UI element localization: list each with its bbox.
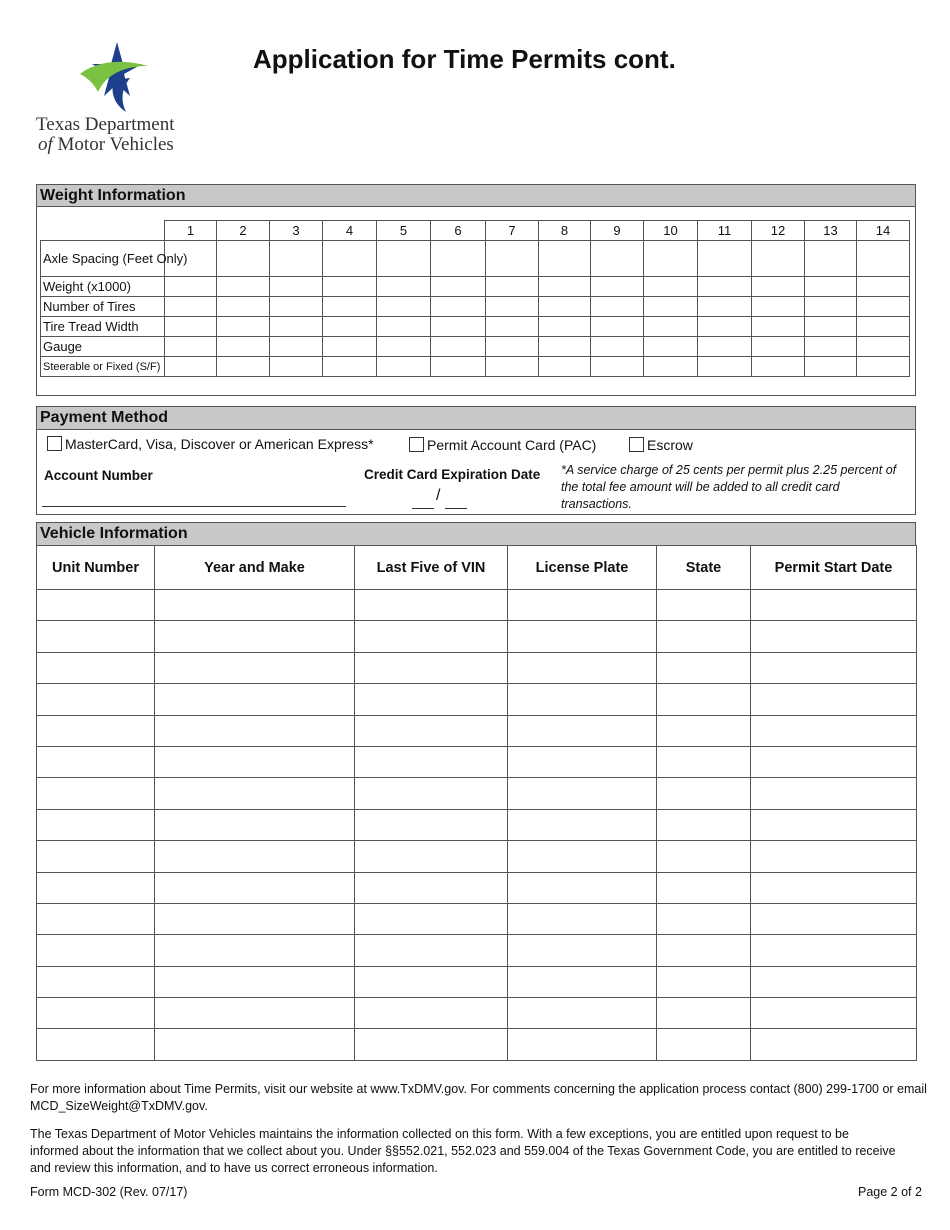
star-logo-icon (70, 40, 150, 116)
vehicle-cell[interactable] (751, 1029, 917, 1060)
weight-row (41, 277, 910, 297)
axle-number: 12 (752, 221, 805, 241)
vehicle-row (37, 1029, 917, 1060)
vehicle-cell[interactable] (508, 935, 657, 966)
weight-cell[interactable] (752, 357, 805, 377)
pac-option-label: Permit Account Card (PAC) (427, 437, 597, 453)
payment-option-pac[interactable] (409, 437, 596, 453)
vehicle-cell[interactable] (657, 809, 751, 840)
weight-cell[interactable] (165, 297, 217, 317)
vehicle-cell[interactable] (751, 715, 917, 746)
account-number-field[interactable] (42, 506, 346, 507)
vehicle-column-header: State (657, 546, 751, 590)
vehicle-cell[interactable] (508, 872, 657, 903)
vehicle-cell[interactable] (155, 872, 355, 903)
weight-row-label: Axle Spacing (Feet Only) (41, 241, 165, 277)
vehicle-cell[interactable] (657, 903, 751, 934)
vehicle-cell[interactable] (37, 935, 155, 966)
vehicle-cell[interactable] (37, 998, 155, 1029)
weight-cell[interactable] (752, 297, 805, 317)
page-title: Application for Time Permits cont. (253, 44, 676, 74)
axle-number: 2 (217, 221, 270, 241)
weight-cell[interactable] (539, 337, 591, 357)
weight-cell[interactable] (377, 317, 431, 337)
vehicle-cell[interactable] (37, 809, 155, 840)
vehicle-cell[interactable] (751, 590, 917, 621)
vehicle-cell[interactable] (37, 746, 155, 777)
weight-cell[interactable] (698, 277, 752, 297)
vehicle-cell[interactable] (508, 903, 657, 934)
vehicle-cell[interactable] (657, 966, 751, 997)
expiration-year-field[interactable] (445, 508, 467, 509)
weight-cell[interactable] (217, 357, 270, 377)
weight-cell[interactable] (752, 277, 805, 297)
weight-cell[interactable] (539, 317, 591, 337)
logo-line-2 (38, 134, 174, 156)
weight-cell[interactable] (217, 297, 270, 317)
weight-cell[interactable] (270, 277, 323, 297)
expiration-month-field[interactable] (412, 508, 434, 509)
axle-number: 9 (591, 221, 644, 241)
card-checkbox[interactable] (47, 436, 62, 451)
weight-cell[interactable] (431, 317, 486, 337)
vehicle-row (37, 998, 917, 1029)
page-number: Page 2 of 2 (858, 1185, 922, 1199)
weight-cell[interactable] (857, 337, 910, 357)
weight-cell[interactable] (539, 357, 591, 377)
vehicle-cell[interactable] (657, 590, 751, 621)
logo-line-1: Texas Department (36, 114, 175, 135)
payment-option-escrow[interactable] (629, 437, 693, 453)
vehicle-cell[interactable] (751, 621, 917, 652)
vehicle-cell[interactable] (657, 778, 751, 809)
weight-row-label: Tire Tread Width (41, 317, 165, 337)
vehicle-table (36, 545, 917, 1061)
escrow-checkbox[interactable] (629, 437, 644, 452)
weight-cell[interactable] (270, 297, 323, 317)
vehicle-cell[interactable] (155, 778, 355, 809)
vehicle-cell[interactable] (355, 966, 508, 997)
weight-cell[interactable] (431, 297, 486, 317)
weight-cell[interactable] (377, 241, 431, 277)
vehicle-cell[interactable] (657, 652, 751, 683)
weight-cell[interactable] (431, 241, 486, 277)
vehicle-cell[interactable] (508, 715, 657, 746)
vehicle-cell[interactable] (508, 1029, 657, 1060)
expiration-separator: / (436, 487, 441, 504)
weight-table (40, 220, 910, 377)
vehicle-cell[interactable] (751, 778, 917, 809)
weight-cell[interactable] (486, 357, 539, 377)
card-option-label: MasterCard, Visa, Discover or American Express* (65, 436, 374, 452)
weight-cell[interactable] (217, 277, 270, 297)
weight-cell[interactable] (805, 357, 857, 377)
weight-section-heading: Weight Information (36, 184, 916, 207)
axle-number: 11 (698, 221, 752, 241)
vehicle-cell[interactable] (657, 684, 751, 715)
weight-cell[interactable] (323, 297, 377, 317)
vehicle-cell[interactable] (37, 652, 155, 683)
vehicle-cell[interactable] (657, 935, 751, 966)
vehicle-cell[interactable] (508, 621, 657, 652)
weight-cell[interactable] (857, 277, 910, 297)
weight-cell[interactable] (805, 337, 857, 357)
vehicle-cell[interactable] (355, 652, 508, 683)
weight-cell[interactable] (486, 277, 539, 297)
axle-number: 1 (165, 221, 217, 241)
weight-cell[interactable] (752, 241, 805, 277)
vehicle-cell[interactable] (155, 841, 355, 872)
expiration-label: Credit Card Expiration Date (364, 467, 541, 482)
vehicle-cell[interactable] (155, 998, 355, 1029)
weight-cell[interactable] (486, 337, 539, 357)
vehicle-cell[interactable] (657, 746, 751, 777)
weight-cell[interactable] (805, 297, 857, 317)
vehicle-row (37, 590, 917, 621)
weight-cell[interactable] (591, 277, 644, 297)
vehicle-cell[interactable] (657, 621, 751, 652)
weight-cell[interactable] (698, 317, 752, 337)
vehicle-column-header: License Plate (508, 546, 657, 590)
vehicle-cell[interactable] (155, 935, 355, 966)
vehicle-cell[interactable] (155, 684, 355, 715)
weight-cell[interactable] (165, 317, 217, 337)
vehicle-row (37, 715, 917, 746)
vehicle-cell[interactable] (508, 841, 657, 872)
weight-cell[interactable] (323, 241, 377, 277)
vehicle-cell[interactable] (657, 872, 751, 903)
weight-cell[interactable] (377, 297, 431, 317)
service-charge-note: *A service charge of 25 cents per permit plus 2.25 percent of the total fee amount will be added to all credit card transactions. (561, 463, 897, 511)
weight-row-label: Number of Tires (41, 297, 165, 317)
vehicle-cell[interactable] (37, 872, 155, 903)
axle-number: 13 (805, 221, 857, 241)
vehicle-cell[interactable] (355, 590, 508, 621)
vehicle-cell[interactable] (355, 1029, 508, 1060)
vehicle-cell[interactable] (751, 935, 917, 966)
weight-cell[interactable] (217, 337, 270, 357)
vehicle-cell[interactable] (355, 715, 508, 746)
vehicle-cell[interactable] (657, 715, 751, 746)
axle-number: 4 (323, 221, 377, 241)
axle-number: 8 (539, 221, 591, 241)
weight-cell[interactable] (644, 297, 698, 317)
weight-cell[interactable] (270, 357, 323, 377)
account-number-label: Account Number (44, 468, 153, 483)
logo-of: of (38, 134, 53, 155)
weight-cell[interactable] (698, 241, 752, 277)
weight-cell[interactable] (805, 317, 857, 337)
weight-cell[interactable] (165, 337, 217, 357)
vehicle-cell[interactable] (355, 684, 508, 715)
vehicle-cell[interactable] (355, 746, 508, 777)
weight-cell[interactable] (644, 317, 698, 337)
weight-cell[interactable] (431, 277, 486, 297)
txdmv-logo (30, 36, 200, 156)
vehicle-cell[interactable] (508, 746, 657, 777)
weight-cell[interactable] (698, 357, 752, 377)
weight-cell[interactable] (323, 317, 377, 337)
vehicle-cell[interactable] (751, 966, 917, 997)
vehicle-cell[interactable] (155, 621, 355, 652)
vehicle-cell[interactable] (751, 652, 917, 683)
weight-cell[interactable] (591, 241, 644, 277)
vehicle-cell[interactable] (657, 1029, 751, 1060)
weight-cell[interactable] (165, 277, 217, 297)
weight-cell[interactable] (857, 317, 910, 337)
weight-cell[interactable] (857, 357, 910, 377)
vehicle-row (37, 809, 917, 840)
vehicle-cell[interactable] (37, 621, 155, 652)
weight-cell[interactable] (377, 357, 431, 377)
weight-cell[interactable] (486, 297, 539, 317)
vehicle-row (37, 621, 917, 652)
vehicle-row (37, 872, 917, 903)
vehicle-cell[interactable] (155, 966, 355, 997)
weight-cell[interactable] (857, 297, 910, 317)
axle-number: 10 (644, 221, 698, 241)
vehicle-cell[interactable] (37, 590, 155, 621)
weight-row (41, 337, 910, 357)
axle-number: 6 (431, 221, 486, 241)
vehicle-cell[interactable] (355, 841, 508, 872)
weight-cell[interactable] (323, 277, 377, 297)
weight-cell[interactable] (857, 241, 910, 277)
vehicle-cell[interactable] (155, 590, 355, 621)
weight-row (41, 317, 910, 337)
form-id: Form MCD-302 (Rev. 07/17) (30, 1185, 188, 1199)
vehicle-cell[interactable] (355, 998, 508, 1029)
vehicle-cell[interactable] (155, 715, 355, 746)
weight-cell[interactable] (539, 277, 591, 297)
weight-cell[interactable] (165, 357, 217, 377)
vehicle-cell[interactable] (751, 841, 917, 872)
weight-cell[interactable] (644, 241, 698, 277)
vehicle-row (37, 935, 917, 966)
weight-cell[interactable] (270, 337, 323, 357)
vehicle-row (37, 903, 917, 934)
vehicle-row (37, 746, 917, 777)
vehicle-cell[interactable] (508, 998, 657, 1029)
weight-cell[interactable] (217, 317, 270, 337)
weight-cell[interactable] (644, 277, 698, 297)
weight-cell[interactable] (591, 297, 644, 317)
vehicle-column-header: Year and Make (155, 546, 355, 590)
weight-cell[interactable] (323, 337, 377, 357)
axle-number: 5 (377, 221, 431, 241)
vehicle-cell[interactable] (508, 966, 657, 997)
weight-cell[interactable] (217, 241, 270, 277)
weight-cell[interactable] (377, 337, 431, 357)
weight-cell[interactable] (752, 317, 805, 337)
weight-row (41, 357, 910, 377)
weight-cell[interactable] (805, 241, 857, 277)
vehicle-row (37, 684, 917, 715)
weight-cell[interactable] (698, 297, 752, 317)
weight-cell[interactable] (323, 357, 377, 377)
vehicle-cell[interactable] (508, 652, 657, 683)
weight-cell[interactable] (431, 357, 486, 377)
weight-cell[interactable] (270, 241, 323, 277)
vehicle-cell[interactable] (508, 778, 657, 809)
weight-row-label: Steerable or Fixed (S/F) (41, 357, 165, 377)
vehicle-row (37, 652, 917, 683)
footer-info: For more information about Time Permits, visit our website at www.TxDMV.gov. For comments concerning the application process contact (800) 299-1700 or email MCD_SizeWeight@TxDMV.gov. (30, 1082, 927, 1113)
payment-option-card[interactable] (47, 436, 374, 452)
vehicle-cell[interactable] (355, 778, 508, 809)
axle-number-row (41, 221, 910, 241)
payment-section-heading: Payment Method (36, 406, 916, 430)
privacy-notice: The Texas Department of Motor Vehicles maintains the information collected on this form. With a few exceptions, you are entitled upon request to be informed about the information that we collect about you. Under §§552.021, 552.023 and 559.004 of the Texas Government Code, you are entitled to receive and review this information, and to have us correct erroneous information. (30, 1127, 896, 1175)
weight-cell[interactable] (752, 337, 805, 357)
weight-row (41, 241, 910, 277)
axle-number: 14 (857, 221, 910, 241)
weight-cell[interactable] (644, 357, 698, 377)
vehicle-section-heading: Vehicle Information (36, 522, 916, 546)
escrow-option-label: Escrow (647, 437, 693, 453)
vehicle-cell[interactable] (751, 746, 917, 777)
weight-row-label: Weight (x1000) (41, 277, 165, 297)
weight-cell[interactable] (539, 297, 591, 317)
vehicle-cell[interactable] (37, 778, 155, 809)
logo-line-2-text: Motor Vehicles (57, 134, 174, 155)
vehicle-cell[interactable] (155, 809, 355, 840)
weight-cell[interactable] (591, 357, 644, 377)
weight-cell[interactable] (698, 337, 752, 357)
weight-cell[interactable] (644, 337, 698, 357)
vehicle-cell[interactable] (751, 872, 917, 903)
axle-number: 7 (486, 221, 539, 241)
weight-cell[interactable] (805, 277, 857, 297)
vehicle-cell[interactable] (657, 998, 751, 1029)
vehicle-row (37, 778, 917, 809)
vehicle-cell[interactable] (37, 684, 155, 715)
vehicle-cell[interactable] (355, 935, 508, 966)
vehicle-cell[interactable] (355, 621, 508, 652)
vehicle-cell[interactable] (155, 652, 355, 683)
vehicle-column-header: Unit Number (37, 546, 155, 590)
axle-number: 3 (270, 221, 323, 241)
vehicle-cell[interactable] (355, 809, 508, 840)
weight-cell[interactable] (270, 317, 323, 337)
weight-row-label: Gauge (41, 337, 165, 357)
weight-cell[interactable] (377, 277, 431, 297)
vehicle-row (37, 966, 917, 997)
vehicle-cell[interactable] (37, 966, 155, 997)
vehicle-cell[interactable] (155, 903, 355, 934)
vehicle-cell[interactable] (751, 684, 917, 715)
weight-cell[interactable] (539, 241, 591, 277)
vehicle-cell[interactable] (751, 809, 917, 840)
vehicle-cell[interactable] (155, 746, 355, 777)
vehicle-cell[interactable] (751, 903, 917, 934)
vehicle-cell[interactable] (657, 841, 751, 872)
vehicle-cell[interactable] (508, 809, 657, 840)
vehicle-cell[interactable] (37, 841, 155, 872)
vehicle-row (37, 841, 917, 872)
weight-cell[interactable] (486, 317, 539, 337)
weight-cell[interactable] (591, 337, 644, 357)
pac-checkbox[interactable] (409, 437, 424, 452)
vehicle-cell[interactable] (508, 684, 657, 715)
axle-header-blank (41, 221, 165, 241)
vehicle-cell[interactable] (508, 590, 657, 621)
vehicle-cell[interactable] (37, 715, 155, 746)
vehicle-cell[interactable] (37, 903, 155, 934)
vehicle-cell[interactable] (751, 998, 917, 1029)
vehicle-cell[interactable] (155, 1029, 355, 1060)
weight-cell[interactable] (486, 241, 539, 277)
vehicle-column-header: Last Five of VIN (355, 546, 508, 590)
weight-row (41, 297, 910, 317)
weight-cell[interactable] (431, 337, 486, 357)
vehicle-column-header: Permit Start Date (751, 546, 917, 590)
weight-cell[interactable] (591, 317, 644, 337)
vehicle-cell[interactable] (355, 872, 508, 903)
vehicle-cell[interactable] (37, 1029, 155, 1060)
vehicle-cell[interactable] (355, 903, 508, 934)
